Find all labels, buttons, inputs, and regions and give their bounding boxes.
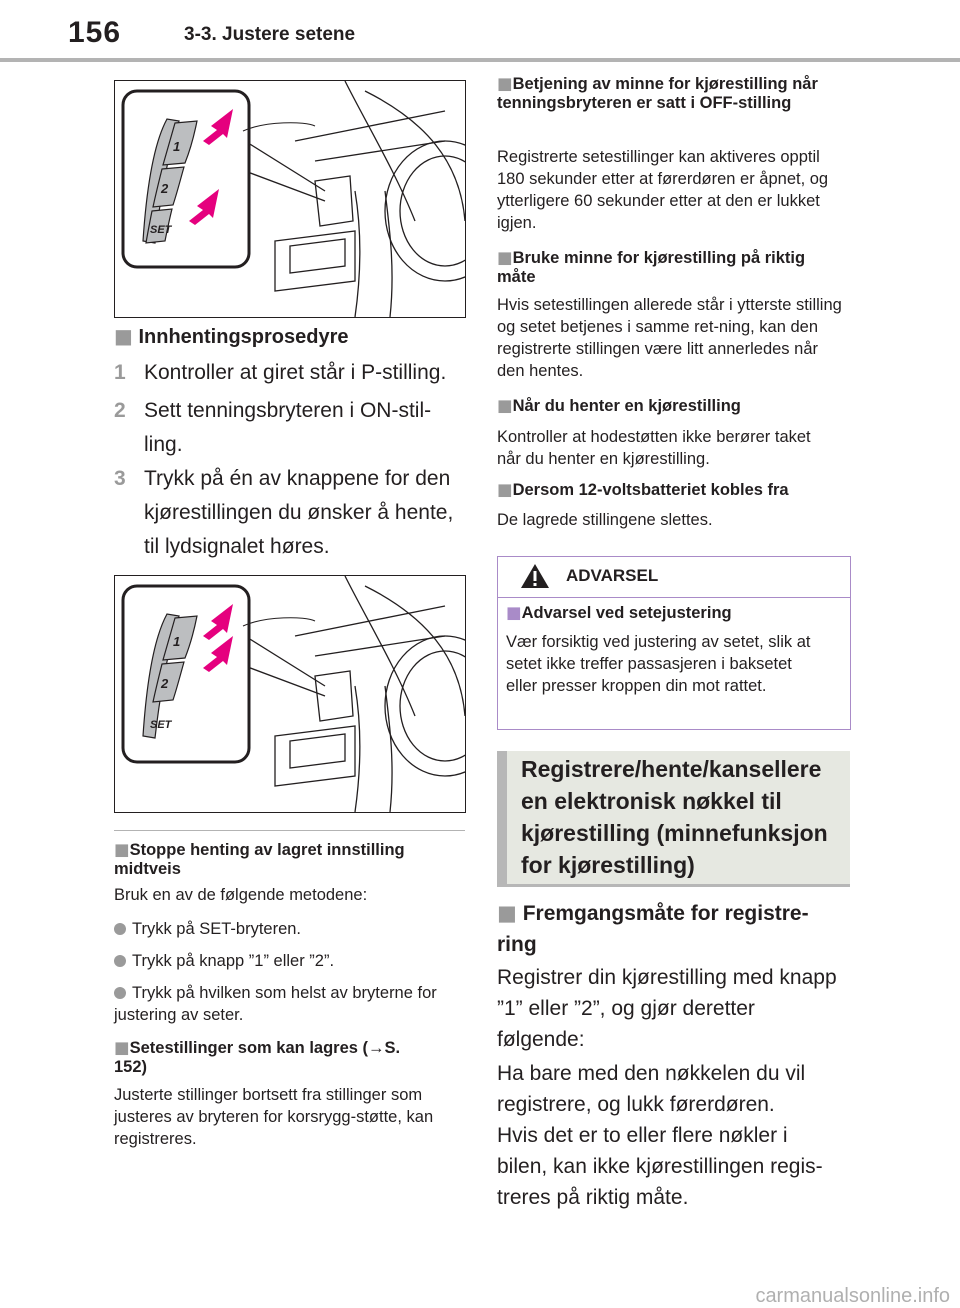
btn-1-label: 1 — [173, 139, 181, 154]
square-bullet-icon: ■ — [497, 248, 513, 267]
seat-memory-illustration — [115, 81, 465, 317]
square-bullet-icon: ■ — [497, 480, 513, 499]
square-bullet-icon: ■ — [114, 840, 130, 859]
save-body: Justerte stillinger bortsett fra stillinger som justeres av bryteren for korsrygg-støtte, kan registreres. — [114, 1086, 434, 1148]
bullet-dot-icon — [114, 955, 126, 967]
btn-2-label: 2 — [161, 676, 169, 691]
seat-memory-figure-2 — [114, 575, 466, 813]
seat-memory-illustration-2 — [115, 576, 465, 812]
warning-body: Vær forsiktig ved justering av setet, slik at setet ikke treffer passasjeren i baksetet eller presser kroppen din mot rattet. — [506, 633, 811, 695]
step-3: 3 Trykk på én av knappene for den kjørestillingen du ønsker å hente, til lydsignalet høres. — [114, 467, 454, 558]
heading-registrering: ■ Fremgangsmåte for registre-ring — [497, 901, 809, 956]
bullet-3: Trykk på hvilken som helst av bryterne for justering av seter. — [114, 984, 437, 1024]
step-2: 2 Sett tenningsbryteren i ON-stil-ling. — [114, 399, 432, 456]
step-1: 1 Kontroller at giret står i P-stilling. — [114, 361, 447, 384]
btn-2-label: 2 — [161, 181, 169, 196]
body-henter: Kontroller at hodestøtten ikke berører taket når du henter en kjørestilling. — [497, 428, 811, 468]
heading-innhenting: ■ Innhentingsprosedyre — [114, 324, 349, 348]
heading-bruke: ■Bruke minne for kjørestilling på riktig måte — [497, 248, 806, 286]
bullet-dot-icon — [114, 923, 126, 935]
btn-1-label: 1 — [173, 634, 181, 649]
section-banner — [497, 751, 850, 887]
seat-memory-figure-1 — [114, 80, 466, 318]
separator — [114, 830, 465, 831]
square-bullet-icon: ■ — [497, 901, 517, 925]
heading-betjening: ■Betjening av minne for kjørestilling når tenningsbryteren er satt i OFF-stilling — [497, 74, 818, 112]
header-rule — [0, 58, 960, 62]
body-betjening: Registrerte setestillinger kan aktiveres opptil 180 sekunder etter at førerdøren er åpnet, og ytterligere 60 sekunder etter at den er lukket igjen. — [497, 148, 829, 232]
register-p3: Hvis det er to eller flere nøkler i bilen, kan ikke kjørestillingen regis-treres på riktig måte. — [497, 1124, 823, 1209]
page-number: 156 — [68, 16, 122, 49]
heading-stoppe: ■Stoppe henting av lagret innstilling midtveis — [114, 840, 405, 878]
square-bullet-icon: ■ — [114, 1038, 130, 1057]
square-bullet-icon: ■ — [497, 74, 513, 93]
warning-heading: ■Advarsel ved setejustering — [506, 603, 732, 622]
heading-henter: ■Når du henter en kjørestilling — [497, 396, 741, 415]
register-p1: Registrer din kjørestilling med knapp ”1” eller ”2”, og gjør deretter følgende: — [497, 966, 837, 1051]
warning-triangle-icon — [520, 563, 550, 589]
warning-title: ADVARSEL — [566, 566, 659, 585]
heading-batteri: ■Dersom 12-voltsbatteriet kobles fra — [497, 480, 789, 499]
register-p2: Ha bare med den nøkkelen du vil registrere, og lukk førerdøren. — [497, 1062, 806, 1116]
banner-title: Registrere/hente/kansellere en elektronisk nøkkel til kjørestilling (minnefunksjon for kjørestilling) — [521, 756, 828, 878]
square-bullet-icon: ■ — [114, 324, 133, 348]
warning-title-bar — [498, 557, 850, 598]
body-bruke: Hvis setestillingen allerede står i ytterste stilling og setet betjenes i samme ret-ning, kan den registrerte stillingen være litt annerledes når den hentes. — [497, 296, 842, 380]
square-bullet-icon: ■ — [497, 396, 513, 415]
set-label: SET — [150, 224, 172, 236]
square-bullet-icon: ■ — [506, 603, 522, 622]
stop-intro: Bruk en av de følgende metodene: — [114, 886, 368, 904]
bullet-2: Trykk på knapp ”1” eller ”2”. — [114, 950, 334, 972]
bullet-dot-icon — [114, 987, 126, 999]
footer-watermark: carmanualsonline.info — [755, 1285, 950, 1307]
set-label: SET — [150, 719, 172, 731]
section-title: 3-3. Justere setene — [184, 24, 356, 45]
heading-lagres: ■Setestillinger som kan lagres (→S. 152) — [114, 1038, 401, 1076]
warning-box — [497, 556, 851, 730]
bullet-1: Trykk på SET-bryteren. — [114, 918, 301, 940]
body-batteri: De lagrede stillingene slettes. — [497, 511, 713, 529]
